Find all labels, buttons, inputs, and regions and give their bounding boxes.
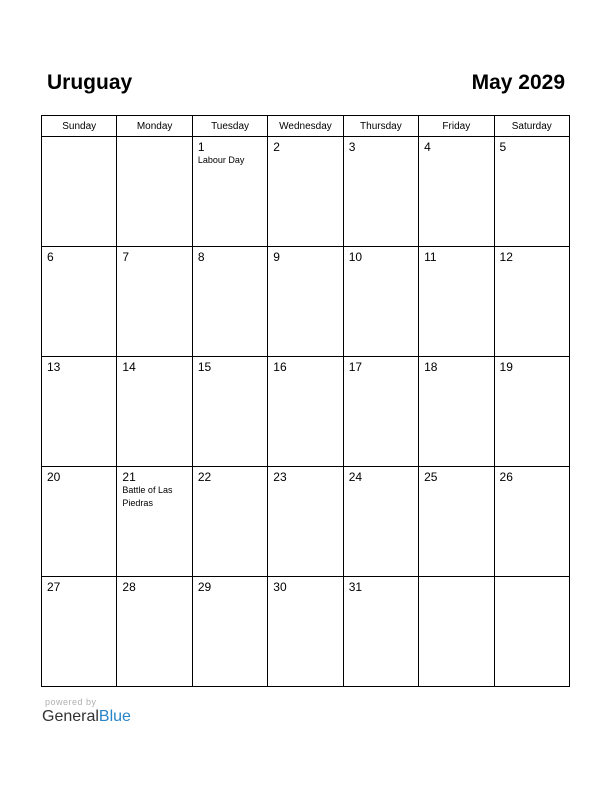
day-number: 13 [47,360,61,374]
day-number: 15 [197,360,212,374]
day-cell[interactable] [343,467,418,577]
day-cell[interactable] [268,137,343,247]
day-cell[interactable] [419,577,494,687]
day-cell-content [268,137,342,157]
day-cell[interactable] [494,467,569,577]
day-cell-content [117,467,191,513]
week-row [42,577,570,687]
day-number: 5 [499,140,507,154]
day-number: 17 [348,360,363,374]
day-cell-content [193,467,267,487]
country-title: Uruguay [47,71,133,94]
day-number: 2 [273,140,280,154]
day-cell-content [268,577,342,597]
week-row [42,357,570,467]
day-cell-content [268,357,342,377]
day-cell-content [419,247,493,267]
day-cell[interactable] [268,467,343,577]
day-cell-content [419,577,493,583]
day-number: 9 [273,250,280,264]
day-cell[interactable] [343,137,418,247]
day-cell[interactable] [343,577,418,687]
day-cell[interactable] [268,357,343,467]
day-number: 11 [424,250,437,264]
day-cell-content [42,137,116,143]
day-number: 22 [197,470,212,484]
day-cell[interactable] [419,137,494,247]
day-number: 4 [424,140,431,154]
day-cell-content [344,137,418,157]
day-cell[interactable] [117,577,192,687]
day-cell-content [117,247,191,267]
day-cell-content [193,577,267,597]
generalblue-logo[interactable] [42,708,131,726]
day-cell[interactable] [268,577,343,687]
day-cell-content [193,357,267,377]
day-number: 30 [273,580,287,594]
week-row [42,467,570,577]
day-cell[interactable] [494,137,569,247]
day-cell-content [419,137,493,157]
day-number: 23 [273,470,287,484]
day-cell[interactable] [343,357,418,467]
day-cell[interactable] [419,247,494,357]
day-number: 27 [47,580,61,594]
day-cell-content [419,467,493,487]
day-cell[interactable] [42,247,117,357]
day-number: 19 [499,360,513,374]
day-cell-content [495,137,569,157]
day-cell[interactable] [42,577,117,687]
day-cell[interactable] [192,137,267,247]
day-number: 3 [348,140,356,154]
brand-general-text: General [42,708,99,725]
weekday-header: Thursday [343,116,418,137]
day-number: 20 [47,470,61,484]
weekday-header: Sunday [42,116,117,137]
day-number: 10 [348,250,363,264]
day-number: 26 [499,470,513,484]
day-cell-content [344,357,418,377]
day-number: 7 [122,250,130,264]
day-number: 28 [122,580,136,594]
day-cell[interactable] [192,577,267,687]
day-cell-content [117,357,191,377]
calendar-grid [41,115,570,687]
week-row [42,247,570,357]
day-number: 18 [424,360,438,374]
day-cell-content [42,467,116,487]
day-cell[interactable] [419,357,494,467]
day-cell-content [42,577,116,597]
weekday-header: Monday [117,116,192,137]
day-number: 25 [424,470,438,484]
day-cell[interactable] [268,247,343,357]
day-cell[interactable] [192,357,267,467]
day-cell-content [117,577,191,597]
day-cell-content [42,247,116,267]
weekday-header: Wednesday [268,116,343,137]
day-number: 31 [348,580,363,594]
day-cell-content [344,467,418,487]
day-number: 21 [122,470,136,484]
day-cell[interactable] [42,357,117,467]
month-year-title: May 2029 [471,71,565,94]
day-number: 6 [47,250,54,264]
day-cell[interactable] [117,467,192,577]
day-number: 1 [197,140,205,154]
day-cell[interactable] [192,247,267,357]
day-cell-content [495,467,569,487]
day-cell[interactable] [117,247,192,357]
day-cell-content [193,137,267,170]
day-number: 29 [197,580,212,594]
day-cell-content [42,357,116,377]
day-cell[interactable] [494,357,569,467]
day-cell[interactable] [494,247,569,357]
weekday-header: Tuesday [192,116,267,137]
weekday-header: Saturday [494,116,569,137]
day-number: 8 [197,250,205,264]
day-cell[interactable] [42,467,117,577]
day-cell-content [495,357,569,377]
day-number: 16 [273,360,287,374]
day-cell-content [117,137,191,143]
day-cell[interactable] [192,467,267,577]
day-number: 14 [122,360,136,374]
day-number: 12 [499,250,513,264]
holiday-label: Labour Day [197,155,245,165]
weekday-header-row [42,116,570,137]
holiday-label: Battle of Las Piedras [122,485,173,508]
day-cell-content [268,247,342,267]
day-cell-content [344,577,418,597]
day-cell-content [495,577,569,583]
brand-blue-text: Blue [98,708,131,725]
day-cell-content [268,467,342,487]
powered-by-label: powered by [45,697,97,707]
day-cell-content [419,357,493,377]
day-cell-content [193,247,267,267]
day-cell-content [344,247,418,267]
day-cell[interactable] [117,137,192,247]
day-cell[interactable] [42,137,117,247]
day-number: 24 [348,470,363,484]
day-cell[interactable] [117,357,192,467]
day-cell-content [495,247,569,267]
week-row [42,137,570,247]
day-cell[interactable] [343,247,418,357]
weekday-header: Friday [419,116,494,137]
day-cell[interactable] [494,577,569,687]
day-cell[interactable] [419,467,494,577]
